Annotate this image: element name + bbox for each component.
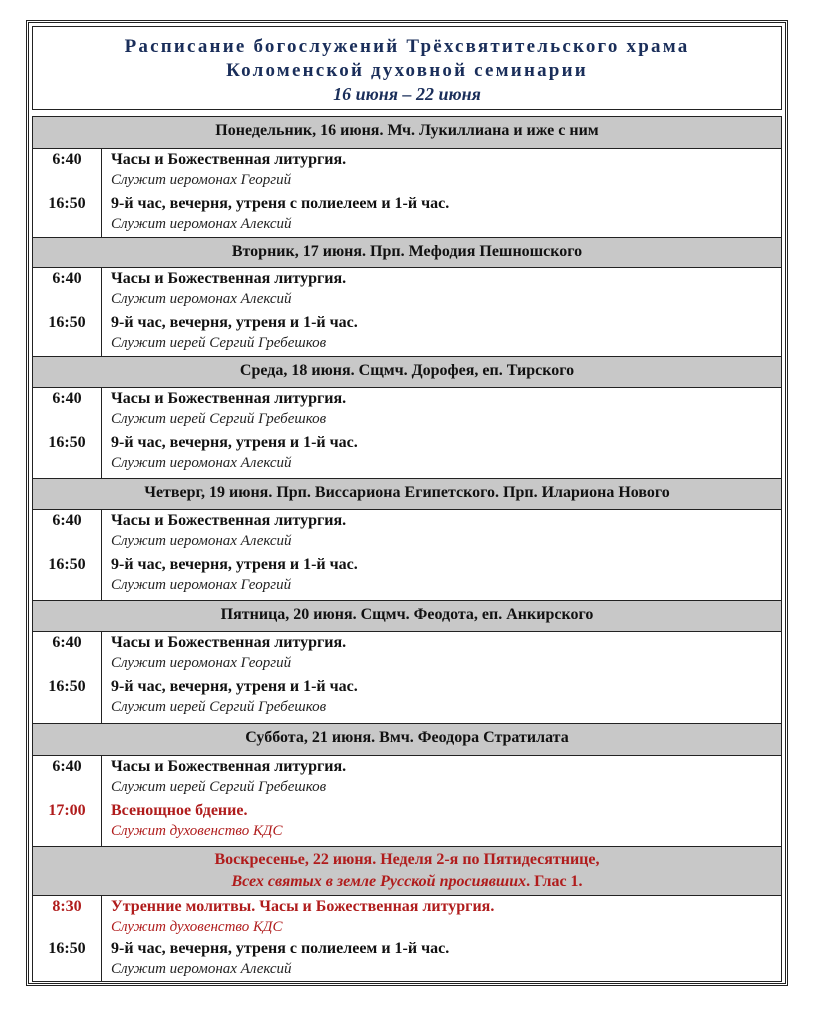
service-row (33, 312, 781, 356)
service-celebrant: Служит иерей Сергий Гребешков (111, 699, 327, 715)
service-celebrant: Служит иерей Сергий Гребешков (111, 335, 327, 351)
sunday-feast-name: Всех святых в земле Русской просиявших (231, 873, 527, 890)
header-title-line2: Коломенской духовной семинарии (226, 60, 588, 81)
service-celebrant: Служит духовенство КДС (111, 823, 283, 839)
day-heading-friday: Пятница, 20 июня. Сщмч. Феодота, еп. Анкирского (33, 600, 781, 632)
service-title: 9-й час, вечерня, утреня и 1-й час. (111, 678, 358, 695)
service-title: 9-й час, вечерня, утреня и 1-й час. (111, 314, 358, 331)
service-time: 16:50 (48, 678, 86, 695)
service-celebrant: Служит иеромонах Алексий (111, 216, 292, 232)
day-heading-monday: Понедельник, 16 июня. Мч. Лукиллиана и иже с ним (33, 117, 781, 149)
service-title: Часы и Божественная литургия. (111, 634, 347, 651)
service-title: Часы и Божественная литургия. (111, 151, 347, 168)
service-row (33, 676, 781, 720)
service-time: 8:30 (52, 898, 82, 915)
service-time: 6:40 (52, 512, 82, 529)
service-celebrant: Служит иеромонах Алексий (111, 455, 292, 471)
day-heading-wednesday: Среда, 18 июня. Сщмч. Дорофея, еп. Тирского (33, 356, 781, 388)
header-title-line1: Расписание богослужений Трёхсвятительского храма (124, 36, 690, 57)
day-services-monday (33, 149, 781, 237)
service-title: Часы и Божественная литургия. (111, 390, 347, 407)
service-row (33, 632, 781, 676)
day-services-saturday (33, 756, 781, 846)
service-time: 16:50 (48, 314, 86, 331)
service-title: Утренние молитвы. Часы и Божественная литургия. (111, 898, 495, 915)
sunday-tone: . Глас 1. (526, 873, 583, 890)
service-celebrant: Служит иерей Сергий Гребешков (111, 411, 327, 427)
schedule-table (32, 116, 782, 982)
service-time: 6:40 (52, 151, 82, 168)
service-row (33, 800, 781, 844)
day-services-friday (33, 632, 781, 723)
service-row (33, 938, 781, 982)
service-time: 6:40 (52, 758, 82, 775)
service-time: 17:00 (48, 802, 86, 819)
service-title: Часы и Божественная литургия. (111, 270, 347, 287)
day-heading-tuesday: Вторник, 17 июня. Прп. Мефодия Пешношского (33, 237, 781, 268)
service-celebrant: Служит иеромонах Алексий (111, 961, 292, 977)
service-title: Часы и Божественная литургия. (111, 758, 347, 775)
day-heading-thursday: Четверг, 19 июня. Прп. Виссариона Египетского. Прп. Илариона Нового (33, 478, 781, 510)
header-date-range: 16 июня – 22 июня (333, 84, 481, 104)
service-title: 9-й час, вечерня, утреня с полиелеем и 1-й час. (111, 195, 450, 212)
service-row (33, 510, 781, 554)
service-title: Всенощное бдение. (111, 802, 248, 819)
service-title: 9-й час, вечерня, утреня и 1-й час. (111, 434, 358, 451)
day-services-thursday (33, 510, 781, 600)
service-row (33, 432, 781, 476)
service-celebrant: Служит иеромонах Алексий (111, 291, 292, 307)
service-time: 16:50 (48, 556, 86, 573)
day-services-wednesday (33, 388, 781, 478)
day-heading-saturday: Суббота, 21 июня. Вмч. Феодора Стратилата (33, 723, 781, 756)
service-celebrant: Служит духовенство КДС (111, 919, 283, 935)
service-row (33, 756, 781, 800)
day-services-sunday (33, 896, 781, 981)
service-celebrant: Служит иеромонах Георгий (111, 655, 292, 671)
service-row (33, 149, 781, 193)
service-time: 16:50 (48, 940, 86, 957)
service-row (33, 193, 781, 237)
sunday-heading-line2 (33, 871, 781, 893)
service-time: 16:50 (48, 195, 86, 212)
day-services-tuesday (33, 268, 781, 356)
service-row (33, 554, 781, 598)
service-time: 16:50 (48, 434, 86, 451)
service-row (33, 896, 781, 940)
service-row (33, 268, 781, 312)
service-row (33, 388, 781, 432)
sunday-heading-line1: Воскресенье, 22 июня. Неделя 2-я по Пятидесятнице, (214, 851, 600, 868)
service-time: 6:40 (52, 390, 82, 407)
service-time: 6:40 (52, 634, 82, 651)
service-celebrant: Служит иеромонах Георгий (111, 577, 292, 593)
service-celebrant: Служит иеромонах Алексий (111, 533, 292, 549)
service-title: 9-й час, вечерня, утреня с полиелеем и 1-й час. (111, 940, 450, 957)
service-celebrant: Служит иеромонах Георгий (111, 172, 292, 188)
schedule-header (32, 26, 782, 110)
service-title: 9-й час, вечерня, утреня и 1-й час. (111, 556, 358, 573)
day-heading-sunday (33, 846, 781, 896)
service-time: 6:40 (52, 270, 82, 287)
service-celebrant: Служит иерей Сергий Гребешков (111, 779, 327, 795)
service-title: Часы и Божественная литургия. (111, 512, 347, 529)
